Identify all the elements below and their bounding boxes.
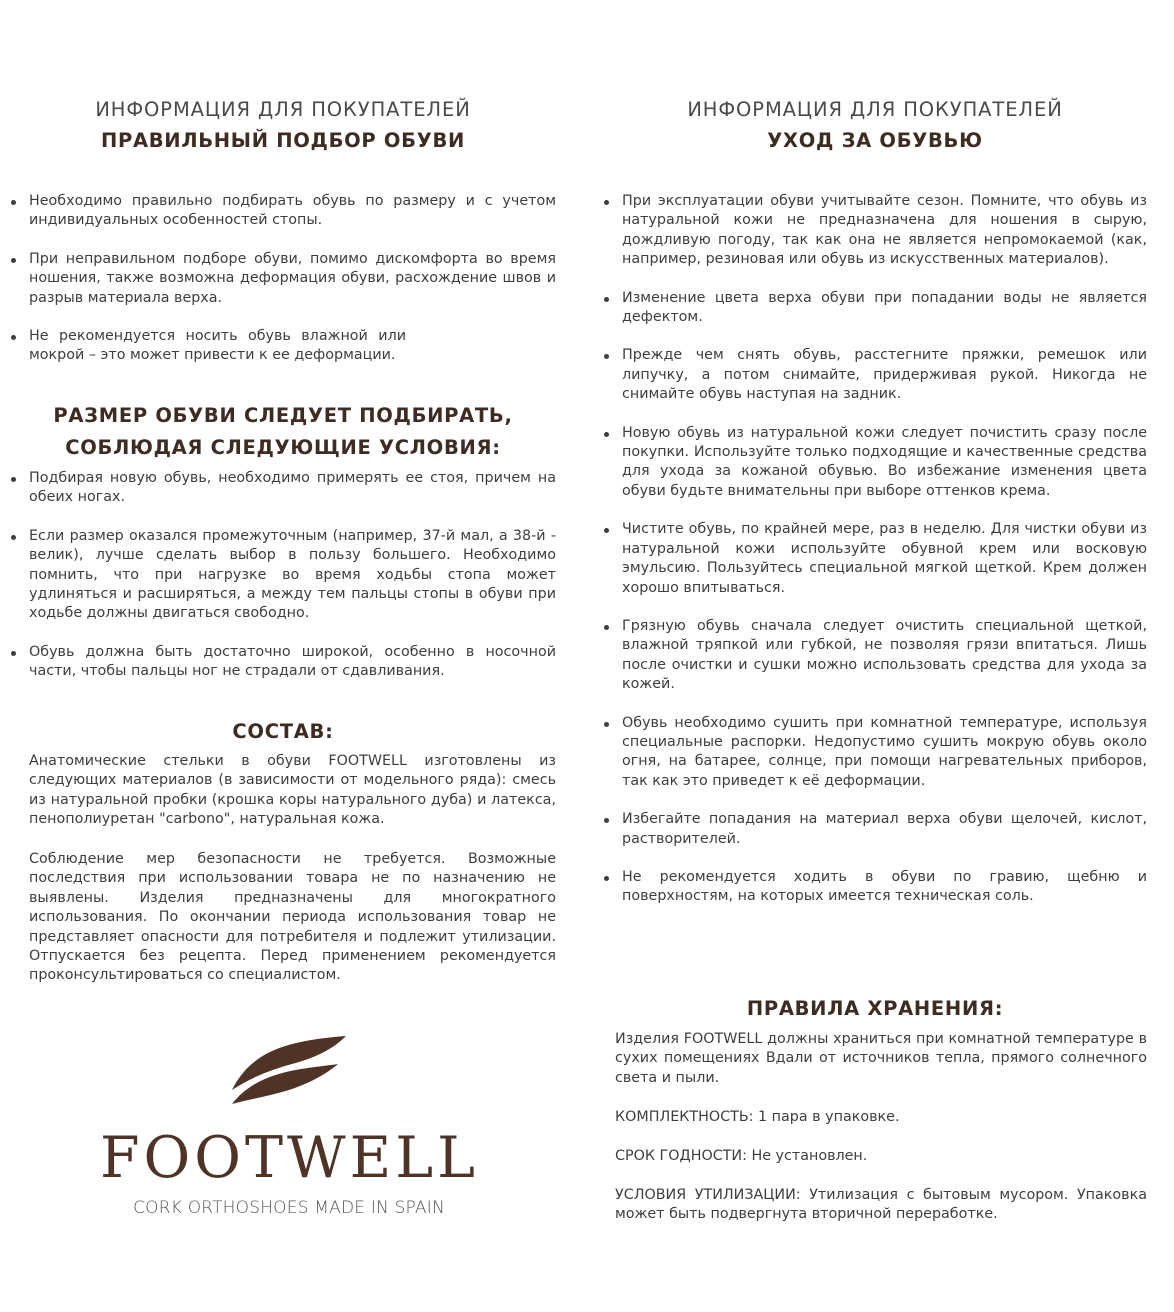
- care-bullet-list: [603, 192, 1147, 907]
- list-item: Не рекомендуется ходить в обуви по гравию, щебню и поверхностям, на которых имеется техническая соль.: [603, 868, 1147, 907]
- list-item: Если размер оказался промежуточным (например, 37-й мал, а 38-й - велик), лучше сделать выбор в пользу большего. Необходимо помнить, что при нагрузке во время ходьбы стопа может удлиняться и расширяться, а между тем пальцы стопы в обуви при ходьбе должны двигаться свободно.: [10, 527, 556, 624]
- size-bullet-list: [10, 469, 556, 682]
- list-item: Не рекомендуется носить обувь влажной или мокрой – это может привести к ее деформации.: [10, 327, 556, 366]
- right-kicker: ИНФОРМАЦИЯ ДЛЯ ПОКУПАТЕЛЕЙ: [687, 98, 1063, 121]
- disposal-text: УСЛОВИЯ УТИЛИЗАЦИИ: Утилизация с бытовым мусором. Упаковка может быть подвергнута вторичной переработке.: [615, 1187, 1147, 1223]
- composition-heading: СОСТАВ:: [232, 720, 334, 743]
- list-item: Прежде чем снять обувь, расстегните пряжки, ремешок или липучку, а потом снимайте, придерживая рукой. Никогда не снимайте обувь наступая на задник.: [603, 346, 1147, 404]
- logo-wordmark: FOOTWELL: [100, 1125, 479, 1191]
- footwell-logo: [100, 1030, 490, 1230]
- list-item: Обувь необходимо сушить при комнатной температуре, используя специальные распорки. Недопустимо сушить мокрую обувь около огня, на батарее, солнце, при помощи нагревательных приборов, так как это приведет к её деформации.: [603, 714, 1147, 792]
- logo-tagline: CORK ORTHOSHOES MADE IN SPAIN: [133, 1198, 445, 1218]
- list-item: При эксплуатации обуви учитывайте сезон. Помните, что обувь из натуральной кожи не предназначена для ношения в сырую, дождливую погоду, так как она не является непромокаемой (как, например, резиновая или обувь из искусственных материалов).: [603, 192, 1147, 270]
- storage-heading: ПРАВИЛА ХРАНЕНИЯ:: [746, 997, 1004, 1020]
- care-title: УХОД ЗА ОБУВЬЮ: [767, 129, 983, 152]
- list-item: Подбирая новую обувь, необходимо примерять ее стоя, причем на обеих ногах.: [10, 469, 556, 508]
- completeness-text: КОМПЛЕКТНОСТЬ: 1 пара в упаковке.: [615, 1109, 900, 1125]
- list-item: Новую обувь из натуральной кожи следует почистить сразу после покупки. Используйте только подходящие и качественные средства для ухода за кожаной обувью. Во избежание изменения цвета обуви будьте внимательны при выборе оттенков крема.: [603, 424, 1147, 502]
- list-item: Грязную обувь сначала следует очистить специальной щеткой, влажной тряпкой или губкой, не позволяя грязи впитаться. Лишь после очистки и сушки можно использовать средства для ухода за кожей.: [603, 617, 1147, 695]
- left-kicker: ИНФОРМАЦИЯ ДЛЯ ПОКУПАТЕЛЕЙ: [95, 98, 471, 121]
- size-heading: РАЗМЕР ОБУВИ СЛЕДУЕТ ПОДБИРАТЬ, СОБЛЮДАЯ СЛЕДУЮЩИЕ УСЛОВИЯ:: [53, 404, 513, 459]
- storage-text: Изделия FOOTWELL должны храниться при комнатной температуре в сухих помещениях Вдали от источников тепла, прямого солнечного света и пыли.: [615, 1031, 1147, 1086]
- list-item: Избегайте попадания на материал верха обуви щелочей, кислот, растворителей.: [603, 810, 1147, 849]
- fit-title: ПРАВИЛЬНЫЙ ПОДБОР ОБУВИ: [100, 129, 466, 152]
- leaf-icon: [228, 1034, 348, 1106]
- shelf-life-text: СРОК ГОДНОСТИ: Не установлен.: [615, 1148, 868, 1164]
- list-item: Чистите обувь, по крайней мере, раз в неделю. Для чистки обуви из натуральной кожи используйте обувной крем или восковую эмульсию. Пользуйтесь специальной мягкой щеткой. Крем должен хорошо впитываться.: [603, 520, 1147, 598]
- list-item: Обувь должна быть достаточно широкой, особенно в носочной части, чтобы пальцы ног не страдали от сдавливания.: [10, 643, 556, 682]
- composition-text: Анатомические стельки в обуви FOOTWELL изготовлены из следующих материалов (в зависимости от модельного ряда): смесь из натуральной пробки (крошка коры натурального дуба) и латекса, пенополиуретан "carbono", натуральная кожа.: [29, 753, 556, 828]
- list-item: Необходимо правильно подбирать обувь по размеру и с учетом индивидуальных особенностей стопы.: [10, 192, 556, 231]
- safety-text: Соблюдение мер безопасности не требуется. Возможные последствия при использовании товара не по назначению не выявлены. Изделия предназначены для многократного использования. По окончании периода использования товар не представляет опасности для потребителя и подлежит утилизации. Отпускается без рецепта. Перед применением рекомендуется проконсультироваться со специалистом.: [29, 851, 556, 984]
- list-item: При неправильном подборе обуви, помимо дискомфорта во время ношения, также возможна деформация обуви, расхождение швов и разрыв материала верха.: [10, 250, 556, 308]
- list-item: Изменение цвета верха обуви при попадании воды не является дефектом.: [603, 289, 1147, 328]
- fit-bullet-list: [10, 192, 556, 366]
